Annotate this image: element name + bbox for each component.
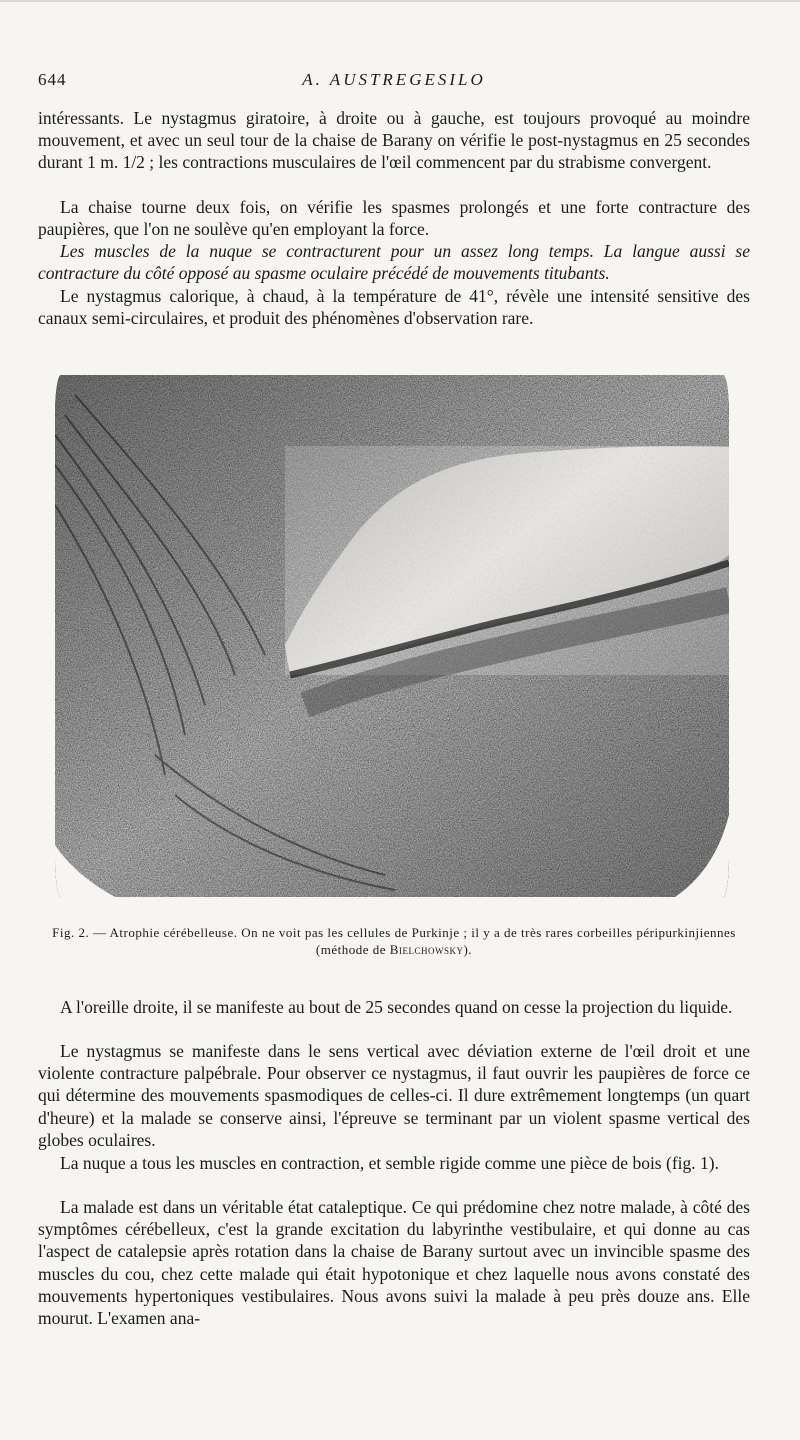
figure-caption	[38, 924, 750, 958]
figure-caption-author: Bielchowsky	[389, 942, 464, 957]
paragraph-bottom-2: Le nystagmus se manifeste dans le sens vertical avec déviation externe de l'œil droit et une violente contracture palpébrale. Pour observer ce nystagmus, il faut ouvrir les paupières de force ce qui détermine des mouvements spasmodiques de celles-ci. Il dure extrêmement longtemps (un quart d'heure) et la malade se conserve ainsi, l'épreuve se terminant par un violent spasme vertical des globes oculaires.	[38, 1041, 750, 1150]
figure-caption-text: Fig. 2. — Atrophie cérébelleuse. On ne voit pas les cellules de Purkinje ; il y a de très rares corbeilles péripurkinjiennes (méthode de	[52, 925, 736, 957]
paragraph-bottom-1: A l'oreille droite, il se manifeste au bout de 25 secondes quand on cesse la projection du liquide.	[60, 997, 733, 1017]
page-header	[38, 70, 750, 94]
paragraph-bottom-4: La malade est dans un véritable état cataleptique. Ce qui prédomine chez notre malade, à côté des symptômes cérébelleux, c'est la grande excitation du labyrinthe vestibulaire, et qui donne au cas l'aspect de catalepsie après rotation dans la chaise de Barany surtout avec un invincible spasme des muscles du cou, chez cette malade qui était hypotonique et chez laquelle nous avons constaté des mouvements hypertoniques vestibulaires. Nous avons suivi la malade à peu près douze ans. Elle mourut. L'examen ana-	[38, 1197, 750, 1329]
paragraph-top-2: La chaise tourne deux fois, on vérifie les spasmes prolongés et une forte contracture des paupières, que l'on ne soulève qu'en employant la force.	[38, 197, 750, 240]
micrograph-image	[55, 375, 729, 897]
paragraph-top-1: intéressants. Le nystagmus giratoire, à droite ou à gauche, est toujours provoqué au moindre mouvement, et avec un seul tour de la chaise de Barany on vérifie le post-nystagmus en 25 secondes durant 1 m. 1/2 ; les contractions musculaires de l'œil commencent par du strabisme convergent.	[38, 108, 750, 173]
running-title: A. AUSTREGESILO	[302, 70, 486, 89]
paragraph-top-4: Le nystagmus calorique, à chaud, à la température de 41°, révèle une intensité sensitive des canaux semi-circulaires, et produit des phénomènes d'observation rare.	[38, 286, 750, 329]
paragraph-bottom-3: La nuque a tous les muscles en contraction, et semble rigide comme une pièce de bois (fig. 1).	[60, 1153, 719, 1173]
paragraph-top-3: Les muscles de la nuque se contracturent pour un assez long temps. La langue aussi se contracture du côté opposé au spasme oculaire précédé de mouvements titubants.	[38, 241, 750, 284]
page-top-edge	[0, 0, 800, 2]
micrograph-vignette	[55, 375, 729, 897]
figure-caption-end: ).	[463, 942, 473, 957]
page-number: 644	[38, 70, 67, 89]
micrograph-figure	[55, 375, 729, 897]
